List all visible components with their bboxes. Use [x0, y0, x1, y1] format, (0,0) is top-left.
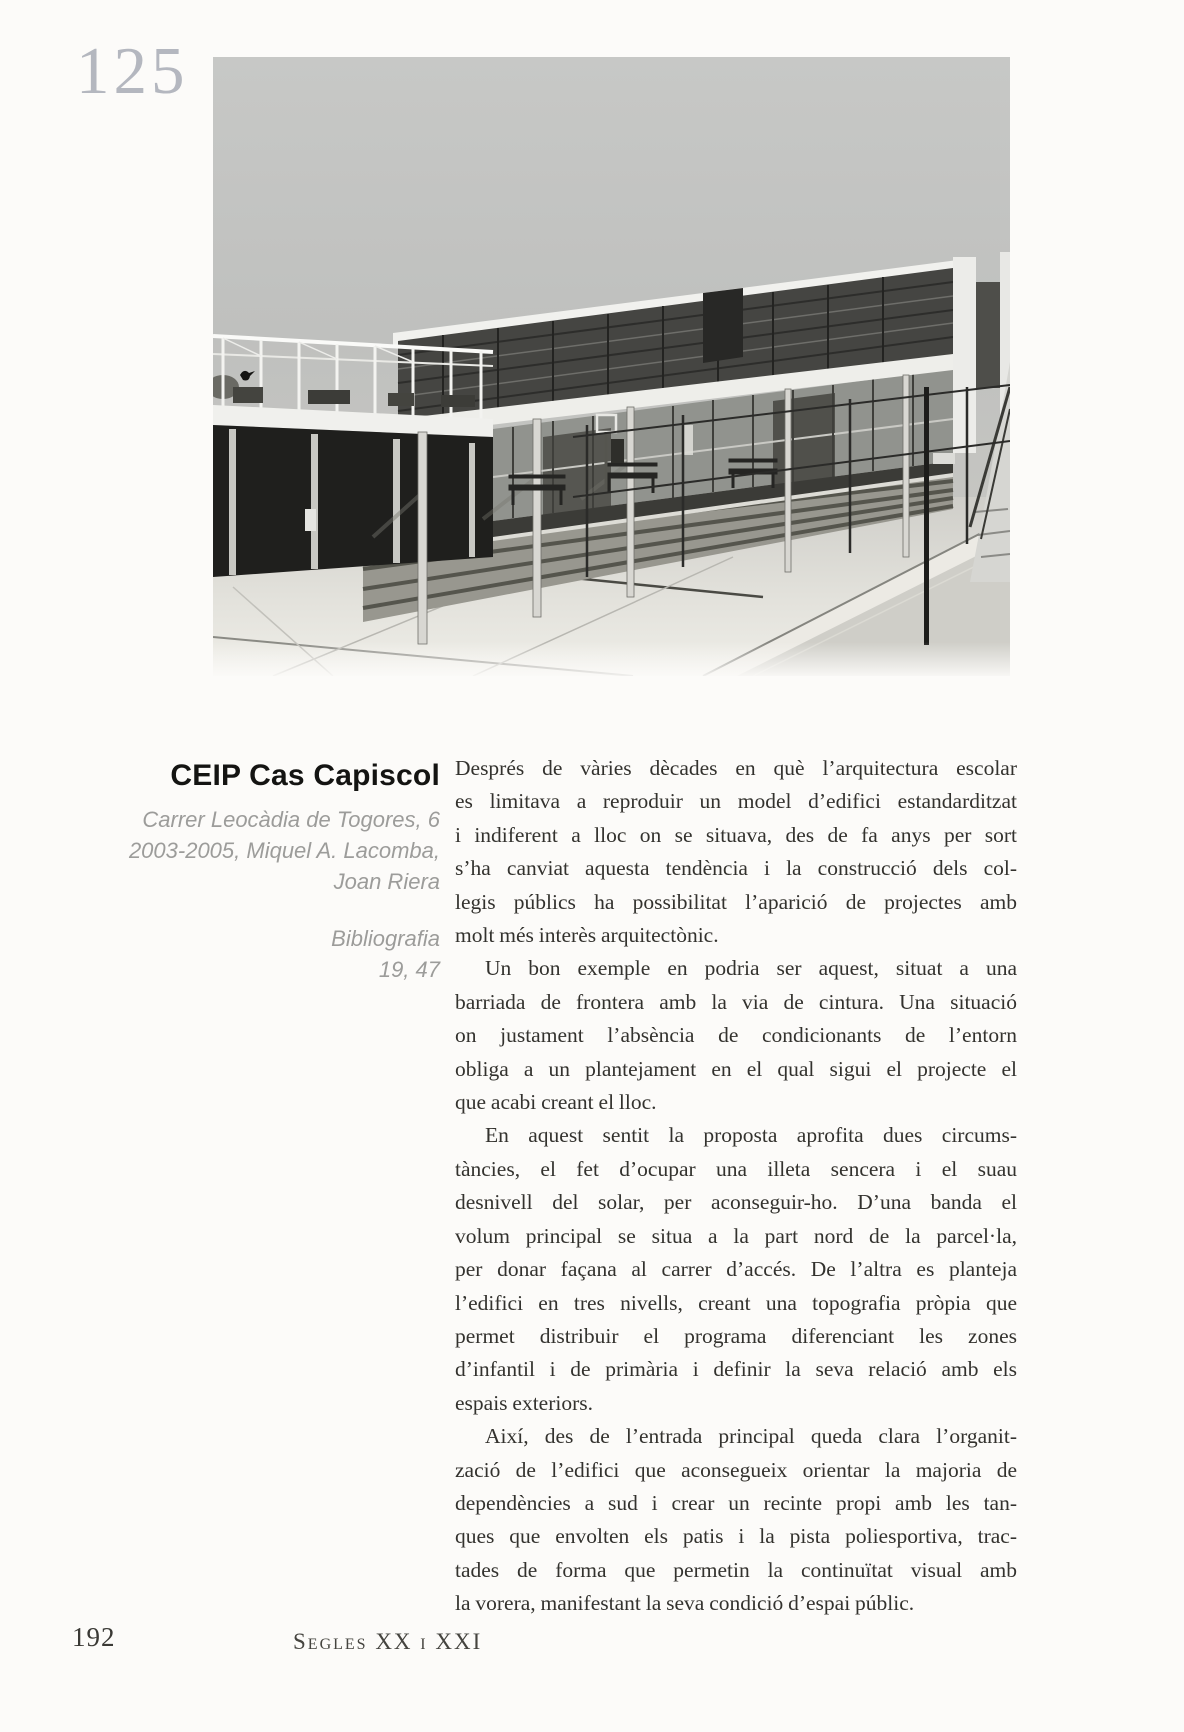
body-text-line: Després de vàries dècades en què l’arquitectura escolar — [455, 756, 1017, 780]
footer-page-number: 192 — [72, 1622, 116, 1652]
figure — [683, 425, 693, 455]
body-text-line: En aquest sentit la proposta aprofita dues circums- — [485, 1123, 1017, 1148]
bibliography-block — [58, 923, 440, 985]
body-text-line: Un bon exemple en podria ser aquest, situat a una — [485, 956, 1017, 981]
credit-line: 2003-2005, Miquel A. Lacomba, — [128, 838, 440, 863]
ac-unit — [933, 453, 955, 464]
footer-section-title: Segles XX i XXI — [293, 1629, 483, 1654]
body-text-line: tades de forma que permetin la continuïtat visual amb — [455, 1557, 1017, 1582]
body-text-line: obliga a un plantejament en el qual sigui el projecte el — [455, 1056, 1017, 1081]
body-text-line: l’edifici en tres nivells, creant una topografia pròpia que — [455, 1290, 1017, 1315]
body-text-line: ques que envolten els patis i la pista poliesportiva, trac- — [455, 1524, 1017, 1549]
body-text-line: Així, des de l’entrada principal queda clara l’organit- — [485, 1424, 1017, 1449]
article-title: CEIP Cas Capiscol — [170, 759, 440, 792]
body-text-line: tàncies, el fet d’ocupar una illeta sencera i el suau — [455, 1156, 1017, 1181]
body-text-line: la vorera, manifestant la seva condició d’espai públic. — [455, 1591, 915, 1616]
credit-line: Joan Riera — [333, 869, 440, 894]
body-text-line: per donar façana al carrer d’accés. De l’altra es planteja — [455, 1257, 1017, 1282]
body-text-line: barriada de frontera amb la via de cintura. Una situació — [455, 989, 1017, 1014]
waste-bin — [305, 509, 316, 531]
article-header-column — [58, 758, 440, 985]
body-text-line: espais exteriors. — [455, 1390, 594, 1415]
body-text-line: s’ha canviat aquesta tendència i la construcció dels col- — [455, 856, 1017, 881]
building-photo — [213, 57, 1010, 676]
body-text-line: d’infantil i de primària i definir la seva relació amb els — [455, 1357, 1017, 1382]
body-text-line: dependències a sud i crear un recinte propi amb les tan- — [455, 1490, 1017, 1515]
body-text-line: i indiferent a lloc on se situava, des de fa anys per sort — [455, 822, 1017, 847]
bibliography-refs: 19, 47 — [378, 957, 440, 982]
credit-line: Carrer Leocàdia de Togores, 6 — [142, 807, 440, 832]
body-text-line: es limitava a reproduir un model d’edifici estandarditzat — [455, 789, 1017, 814]
body-text-line: volum principal se situa a la part nord de la parcel·la, — [455, 1223, 1017, 1248]
body-text-line: zació de l’edifici que aconsegueix orientar la majoria de — [455, 1457, 1017, 1482]
article-body — [455, 752, 1017, 1621]
body-text-line: on justament l’absència de condicionants de l’entorn — [455, 1023, 1017, 1048]
body-text-line: legis públics ha possibilitat l’aparició de projectes amb — [455, 889, 1017, 914]
building-photo-illustration — [213, 57, 1010, 676]
folio-large-number: 125 — [76, 34, 189, 108]
credits-block — [58, 804, 440, 897]
body-text-line: molt més interès arquitectònic. — [455, 923, 719, 948]
photo-bottom-fade — [213, 642, 1010, 676]
body-text-line: permet distribuir el programa diferenciant les zones — [455, 1323, 1017, 1348]
body-text-line: desnivell del solar, per aconseguir-ho. D’una banda el — [455, 1190, 1017, 1215]
bibliography-label: Bibliografia — [331, 926, 440, 951]
body-text-line: que acabi creant el lloc. — [455, 1090, 657, 1115]
